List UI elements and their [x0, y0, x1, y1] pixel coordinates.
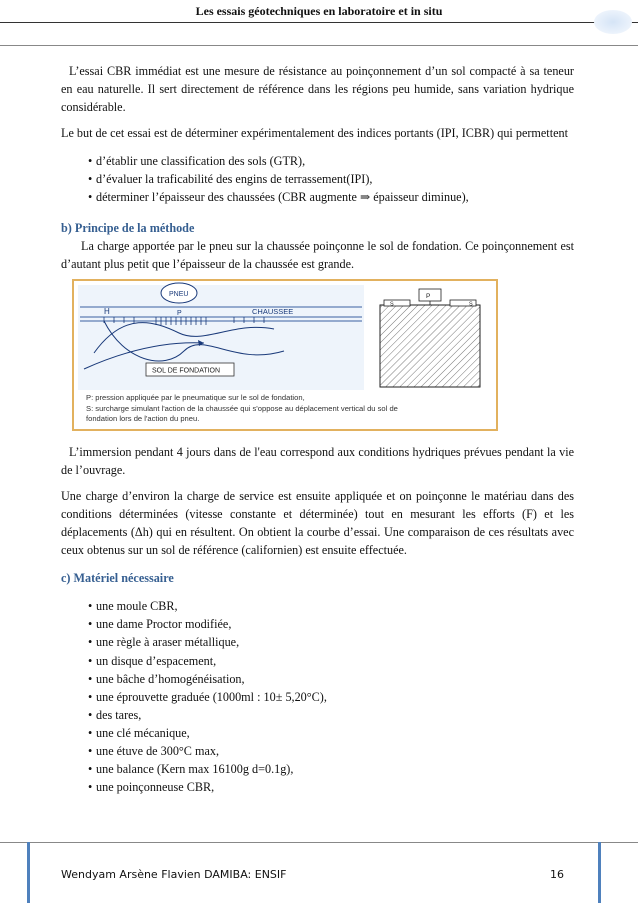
list-item: • des tares, [88, 706, 574, 724]
header-rule-secondary [0, 45, 638, 46]
list-item: • d’établir une classification des sols (GTR), [88, 152, 574, 170]
section-b-heading: b) Principe de la méthode [61, 221, 195, 236]
surcharge-left [384, 300, 410, 306]
page-content [61, 62, 574, 796]
procedure-paragraph: Une charge d’environ la charge de service est ensuite appliquée et on poinçonne le matériau dans des conditions déterminées (vitesse constante et déterminée) tout en mesurant les efforts (F) et les déplacements (Δh) qui en résultent. On obtient la courbe d’essai. Une comparaison de ces résultats avec ceux obtenus sur un sol de référence (californien) est ensuite effectuée. [61, 489, 574, 558]
h-label: H [104, 307, 110, 317]
header-title: Les essais géotechniques en laboratoire et in situ [195, 4, 443, 18]
footer-rule [0, 842, 638, 843]
list-item: • déterminer l’épaisseur des chaussées (CBR augmente ⇒ épaisseur diminue), [88, 188, 574, 206]
intro-paragraph-1: L’essai CBR immédiat est une mesure de résistance au poinçonnement d’un sol compacté à sa teneur en eau naturelle. Il sert directement de référence dans les régions peu humide, sans variation hydrique considérable. [61, 64, 574, 114]
chaussee-label: CHAUSSEE [252, 307, 294, 317]
footer-bar-right [598, 842, 601, 903]
footer-author: Wendyam Arsène Flavien DAMIBA: ENSIF [61, 868, 287, 881]
p-label: P [177, 310, 182, 318]
list-item: • une éprouvette graduée (1000ml : 10± 5,20°C), [88, 688, 574, 706]
list-item: • une moule CBR, [88, 597, 574, 615]
intro-paragraph-2: Le but de cet essai est de déterminer expérimentalement des indices portants (IPI, ICBR) qui permettent [61, 126, 568, 140]
header-ornament [594, 10, 632, 34]
figure-caption-1: P: pression appliquée par le pneumatique sur le sol de fondation, [86, 393, 305, 403]
list-item: • d’évaluer la traficabilité des engins de terrassement(IPI), [88, 170, 574, 188]
list-item: • une dame Proctor modifiée, [88, 615, 574, 633]
footer-bar-left [27, 842, 30, 903]
list-item: • une poinçonneuse CBR, [88, 778, 574, 796]
piston-p-label: P [426, 293, 431, 301]
page-number: 16 [550, 868, 564, 881]
list-item: • une clé mécanique, [88, 724, 574, 742]
surcharge-right-label: S [469, 301, 473, 308]
tyre-label: PNEU [169, 291, 189, 299]
hatched-soil-block [380, 305, 480, 387]
list-item: • une étuve de 300°C max, [88, 742, 574, 760]
equipment-list [61, 597, 574, 796]
principle-figure [72, 279, 498, 431]
intro-bullet-list [61, 152, 574, 206]
immersion-paragraph: L’immersion pendant 4 jours dans de l'eau correspond aux conditions hydriques prévues pendant la vie de l’ouvrage. [61, 445, 574, 478]
section-b-paragraph: La charge apportée par le pneu sur la chaussée poinçonne le sol de fondation. Ce poinçonnement est d’autant plus petit que l’épaisseur de la chaussée est grande. [61, 239, 574, 272]
soil-label: SOL DE FONDATION [152, 367, 221, 375]
list-item: • une règle à araser métallique, [88, 633, 574, 651]
list-item: • un disque d’espacement, [88, 652, 574, 670]
section-c-heading: c) Matériel nécessaire [61, 571, 174, 586]
list-item: • une bâche d’homogénéisation, [88, 670, 574, 688]
figure-caption-2: S: surcharge simulant l'action de la chaussée qui s'oppose au déplacement vertical du sol de [86, 404, 398, 414]
surcharge-left-label: S [390, 301, 394, 308]
figure-caption-3: fondation lors de l'action du pneu. [86, 414, 200, 424]
list-item: • une balance (Kern max 16100g d=0.1g), [88, 760, 574, 778]
header-rule [0, 22, 638, 23]
